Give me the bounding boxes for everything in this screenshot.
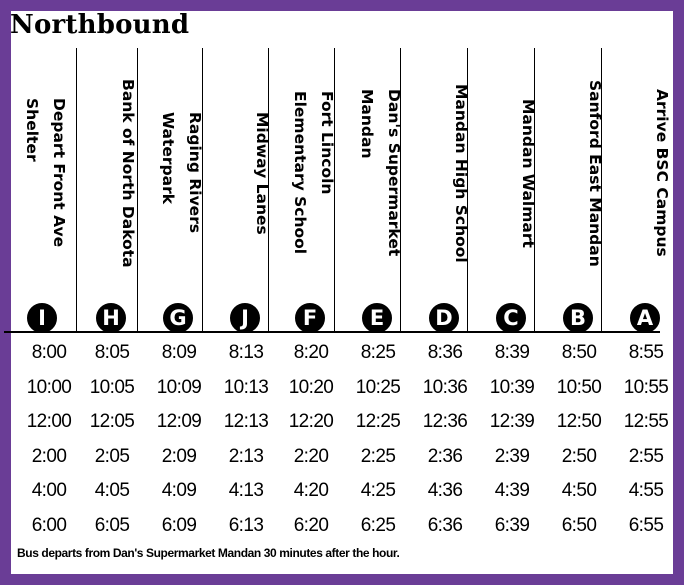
time-cell: 6:05 bbox=[94, 514, 130, 536]
time-row bbox=[4, 342, 664, 372]
time-cell: 4:36 bbox=[427, 480, 463, 501]
stop-letter-badge bbox=[230, 303, 260, 333]
stop-letter: E bbox=[369, 306, 385, 330]
stop-header bbox=[213, 48, 279, 331]
stop-letter: H bbox=[102, 306, 120, 330]
time-cell: 6:00 bbox=[31, 514, 67, 536]
time-cell: 4:39 bbox=[494, 480, 530, 501]
time-cell: 10:13 bbox=[223, 376, 269, 398]
time-cell: 8:25 bbox=[360, 342, 396, 363]
time-cell: 4:09 bbox=[161, 480, 197, 501]
column-divider bbox=[76, 48, 77, 331]
time-row bbox=[4, 376, 669, 407]
time-cell: 6:55 bbox=[628, 514, 664, 536]
stop-header bbox=[479, 48, 545, 331]
stop-name: Bank of North Dakota bbox=[119, 78, 137, 268]
stop-letter-badge bbox=[362, 303, 392, 333]
time-cell: 10:20 bbox=[288, 376, 334, 398]
time-cell: 10:39 bbox=[489, 376, 535, 398]
time-cell: 12:00 bbox=[26, 411, 72, 432]
time-cell: 12:36 bbox=[422, 411, 468, 432]
stop-header bbox=[613, 48, 679, 331]
stop-name: Arrive BSC Campus bbox=[653, 89, 671, 257]
time-cell: 10:09 bbox=[156, 376, 202, 398]
time-cell: 2:25 bbox=[360, 445, 396, 467]
time-cell: 12:39 bbox=[489, 411, 535, 432]
stop-name: Raging Rivers Waterpark bbox=[159, 112, 204, 234]
time-cell: 10:00 bbox=[26, 376, 72, 398]
time-row bbox=[4, 445, 664, 476]
time-cell: 2:05 bbox=[94, 445, 130, 467]
time-cell: 8:13 bbox=[228, 342, 264, 363]
time-cell: 6:13 bbox=[228, 514, 264, 536]
time-cell: 4:13 bbox=[228, 480, 264, 501]
time-cell: 2:13 bbox=[228, 445, 264, 467]
stop-letter: F bbox=[302, 306, 318, 330]
time-row bbox=[4, 480, 664, 510]
stop-header bbox=[412, 48, 478, 331]
time-cell: 12:55 bbox=[623, 411, 669, 432]
stop-letter: J bbox=[241, 306, 249, 330]
time-cell: 2:36 bbox=[427, 445, 463, 467]
time-cell: 12:20 bbox=[288, 411, 334, 432]
time-cell: 12:09 bbox=[156, 411, 202, 432]
time-cell: 8:05 bbox=[94, 342, 130, 363]
time-cell: 2:50 bbox=[561, 445, 597, 467]
time-cell: 8:50 bbox=[561, 342, 597, 363]
time-row bbox=[4, 514, 664, 545]
time-cell: 10:55 bbox=[623, 376, 669, 398]
time-cell: 12:05 bbox=[89, 411, 135, 432]
stop-letter: B bbox=[569, 306, 586, 330]
schedule-title: Northbound bbox=[10, 10, 190, 40]
time-cell: 10:50 bbox=[556, 376, 602, 398]
time-cell: 8:36 bbox=[427, 342, 463, 363]
time-cell: 8:55 bbox=[628, 342, 664, 363]
footnote: Bus departs from Dan's Supermarket Mandan 30 minutes after the hour. bbox=[17, 546, 400, 560]
time-cell: 4:50 bbox=[561, 480, 597, 501]
stop-header bbox=[79, 48, 145, 331]
time-cell: 8:20 bbox=[293, 342, 329, 363]
time-cell: 6:36 bbox=[427, 514, 463, 536]
time-cell: 6:50 bbox=[561, 514, 597, 536]
stop-name: Depart Front Ave Shelter bbox=[23, 98, 68, 248]
stop-letter-badge bbox=[563, 303, 593, 333]
time-cell: 10:05 bbox=[89, 376, 135, 398]
stop-letter-badge bbox=[429, 303, 459, 333]
time-cell: 4:00 bbox=[31, 480, 67, 501]
stop-letter: A bbox=[636, 306, 654, 330]
stop-name: Sanford East Mandan bbox=[586, 79, 604, 267]
stop-letter-badge bbox=[163, 303, 193, 333]
time-cell: 2:20 bbox=[293, 445, 329, 467]
time-cell: 6:09 bbox=[161, 514, 197, 536]
time-cell: 2:39 bbox=[494, 445, 530, 467]
stop-header bbox=[345, 48, 411, 331]
stop-letter-badge bbox=[630, 303, 660, 333]
stop-name: Mandan Walmart bbox=[519, 98, 537, 248]
time-cell: 10:25 bbox=[355, 376, 401, 398]
stop-header bbox=[546, 48, 612, 331]
time-cell: 2:55 bbox=[628, 445, 664, 467]
stop-letter-badge bbox=[27, 303, 57, 333]
time-cell: 8:09 bbox=[161, 342, 197, 363]
header-rule bbox=[4, 331, 660, 333]
time-cell: 8:39 bbox=[494, 342, 530, 363]
time-cell: 6:25 bbox=[360, 514, 396, 536]
time-cell: 12:25 bbox=[355, 411, 401, 432]
stop-letter: G bbox=[169, 306, 187, 330]
stop-letter: I bbox=[38, 306, 46, 330]
time-cell: 4:25 bbox=[360, 480, 396, 501]
stop-header bbox=[10, 48, 76, 331]
stop-name: Mandan High School bbox=[452, 83, 470, 263]
stop-name: Fort Lincoln Elementary School bbox=[291, 91, 336, 255]
time-cell: 4:20 bbox=[293, 480, 329, 501]
time-cell: 6:39 bbox=[494, 514, 530, 536]
stop-name: Midway Lanes bbox=[253, 111, 271, 235]
time-cell: 12:13 bbox=[223, 411, 269, 432]
stop-letter-badge bbox=[96, 303, 126, 333]
stop-letter: D bbox=[435, 306, 453, 330]
time-cell: 2:09 bbox=[161, 445, 197, 467]
time-cell: 4:05 bbox=[94, 480, 130, 501]
time-cell: 2:00 bbox=[31, 445, 67, 467]
time-cell: 12:50 bbox=[556, 411, 602, 432]
time-cell: 4:55 bbox=[628, 480, 664, 501]
stop-letter-badge bbox=[496, 303, 526, 333]
stop-header bbox=[278, 48, 344, 331]
stop-letter-badge bbox=[295, 303, 325, 333]
stop-name: Dan's Supermarket Mandan bbox=[358, 89, 403, 257]
stop-letter: C bbox=[503, 306, 519, 330]
time-cell: 6:20 bbox=[293, 514, 329, 536]
time-cell: 8:00 bbox=[31, 342, 67, 363]
time-cell: 10:36 bbox=[422, 376, 468, 398]
time-row bbox=[4, 411, 669, 441]
stop-header bbox=[146, 48, 212, 331]
